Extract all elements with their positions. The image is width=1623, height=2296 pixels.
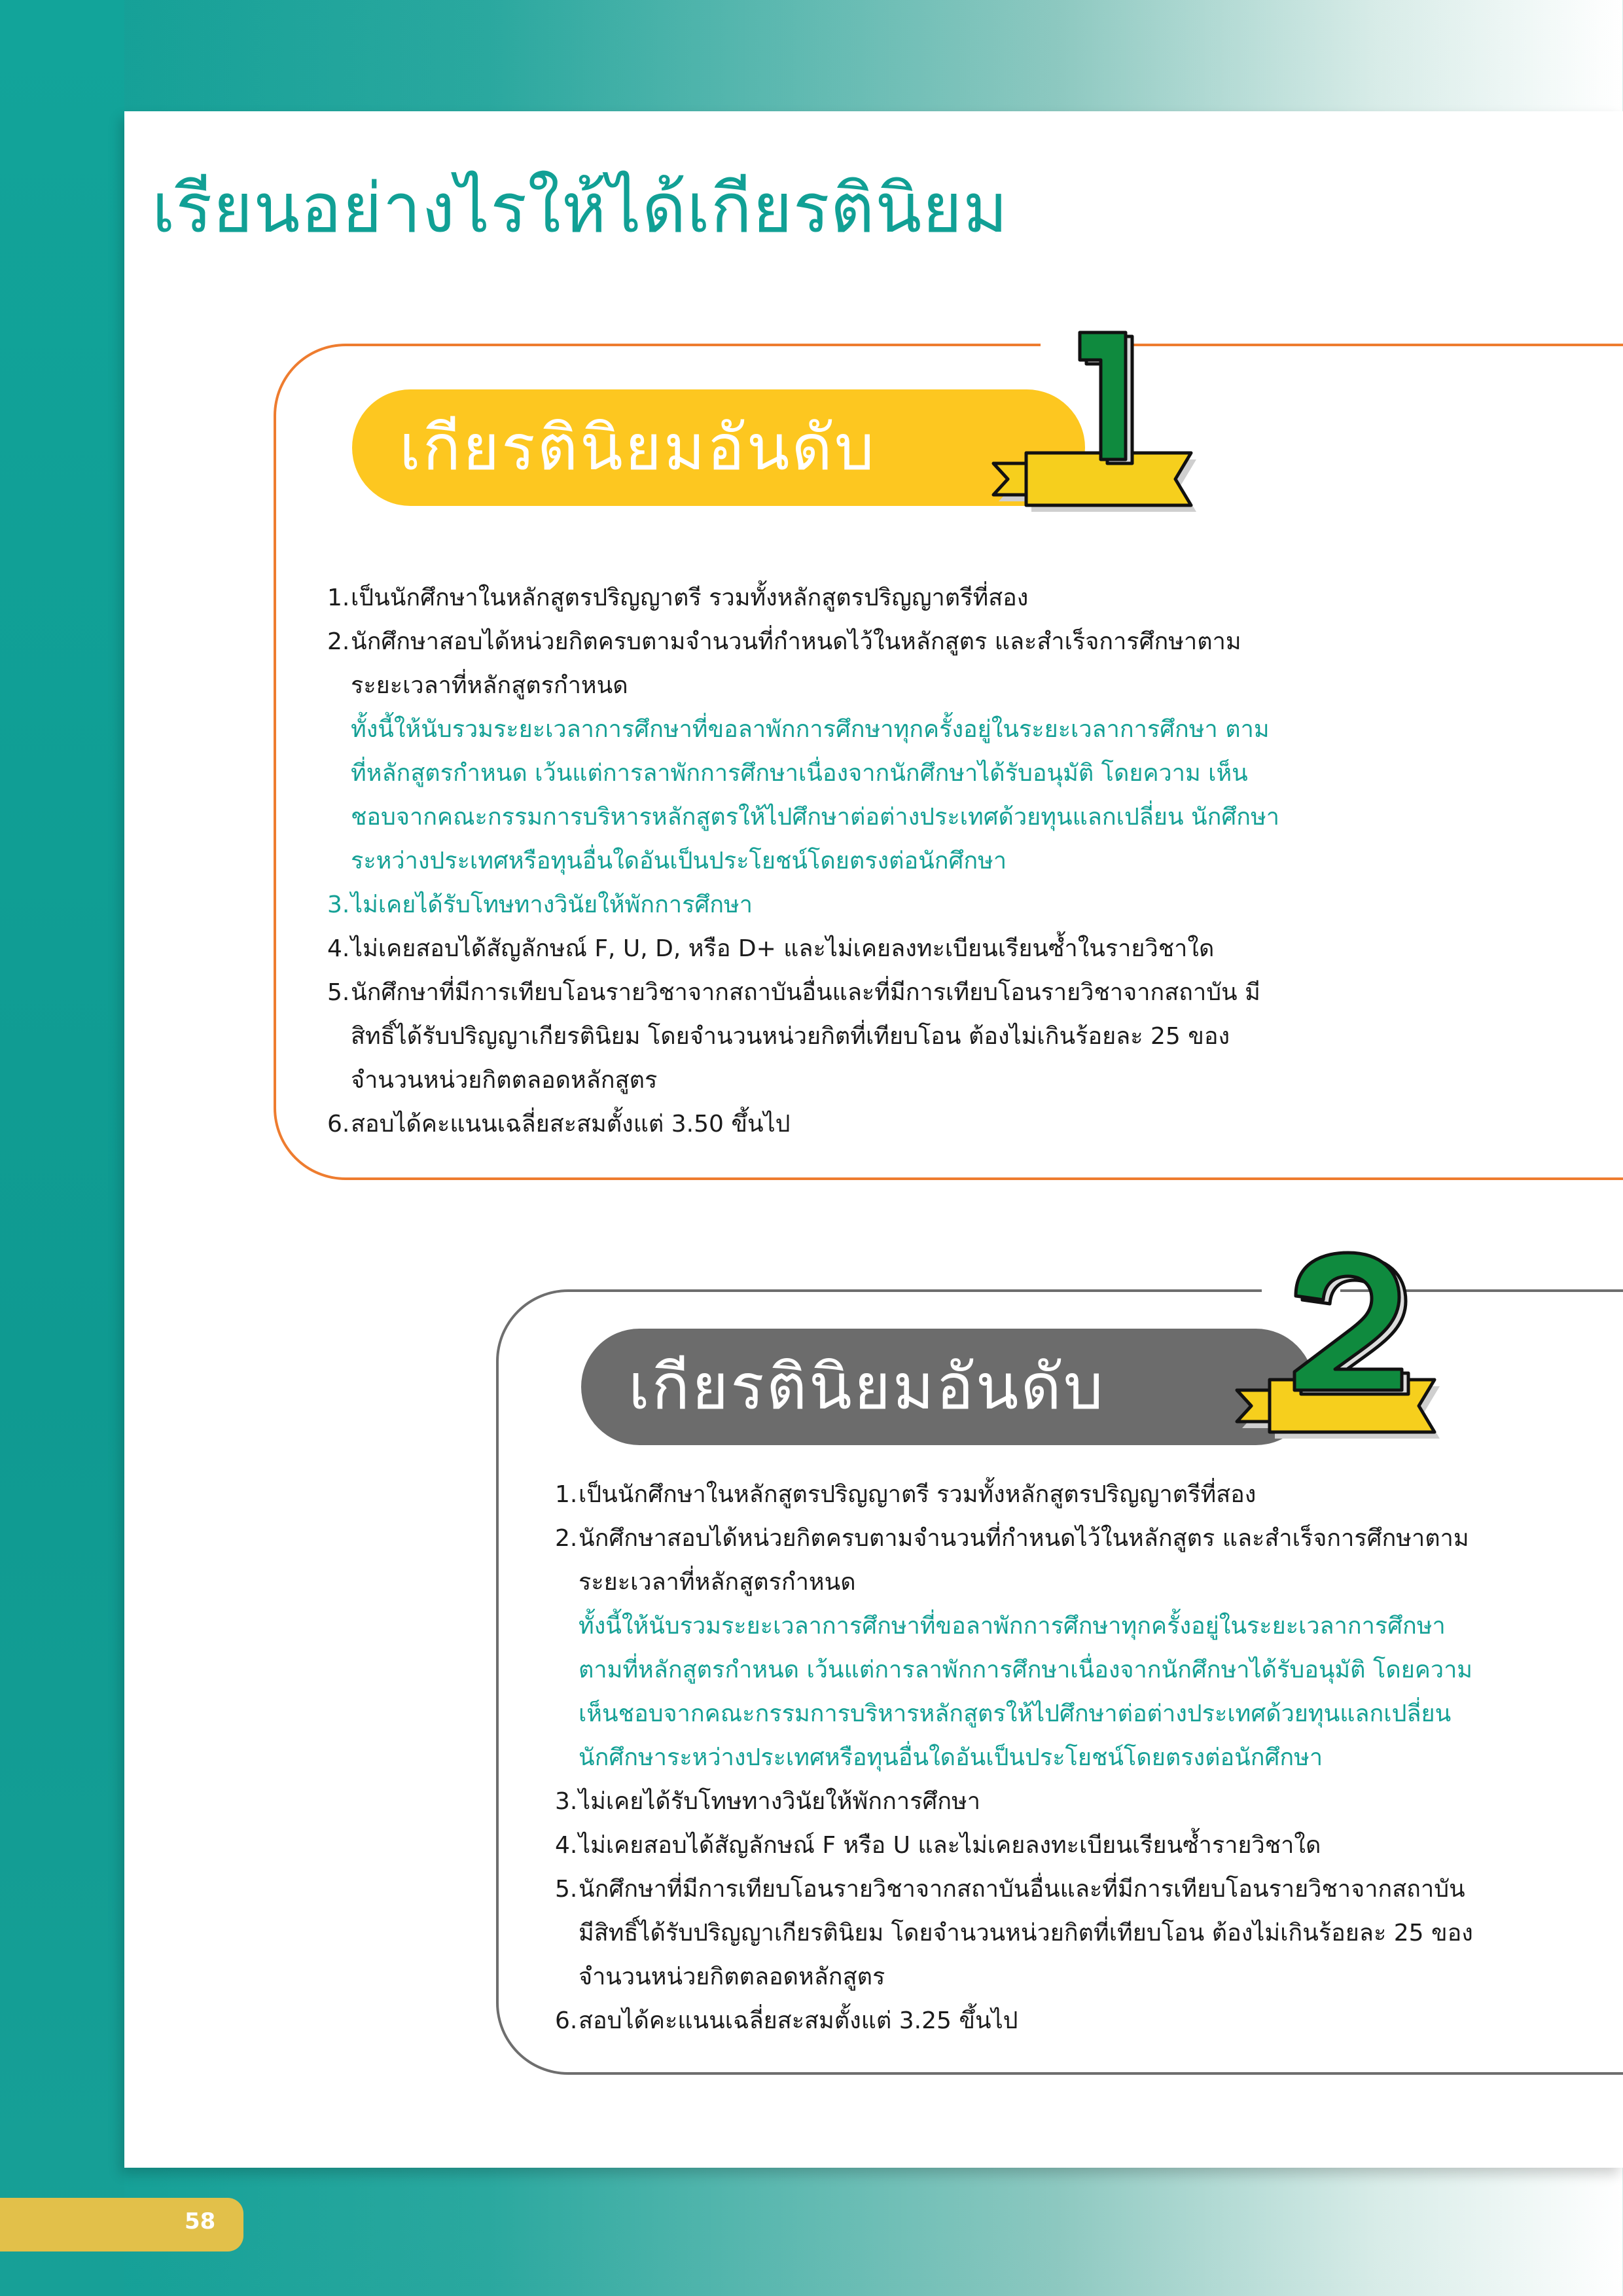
list-item: 2. นักศึกษาสอบได้หน่วยกิตครบตามจำนวนที่กำหนดไว้ในหลักสูตร และสำเร็จการศึกษาตาม ระยะเวลาที่หลักสูตรกำหนด ทั้งนี้ให้นับรวมระยะเวลาการศึกษาที่ขอลาพักการศึกษาทุกครั้งอยู่ในระยะเวลาการศึกษา ตามที่หลักสูตรกำหนด เว้นแต่การลาพักการศึกษาเนื่องจากนักศึกษาได้รับอนุมัติ โดยความ เห็นชอบจากคณะกรรมการบริหารหลักสูตรให้ไปศึกษาต่อต่างประเทศด้วยทุนแลกเปลี่ยน นักศึกษาระหว่างประเทศหรือทุนอื่นใดอันเป็นประโยชน์โดยตรงต่อนักศึกษา [555, 1516, 1484, 1780]
page-title: เรียนอย่างไรให้ได้เกียรตินิยม [152, 168, 1008, 248]
section1-criteria-list [327, 576, 1283, 1146]
section2-criteria-list [555, 1473, 1484, 2043]
list-item: 3. ไม่เคยได้รับโทษทางวินัยให้พักการศึกษา [555, 1788, 981, 1815]
list-item: 1. เป็นนักศึกษาในหลักสูตรปริญญาตรี รวมทั้งหลักสูตรปริญญาตรีที่สอง [327, 584, 1029, 611]
list-item: 5. นักศึกษาที่มีการเทียบโอนรายวิชาจากสถาบันอื่นและที่มีการเทียบโอนรายวิชาจากสถาบัน มีสิทธิ์ได้รับปริญญาเกียรตินิยม โดยจำนวนหน่วยกิตที่เทียบโอน ต้องไม่เกินร้อยละ 25 ของจำนวนหน่วยกิตตลอดหลักสูตร [327, 979, 1260, 1094]
list-item: 6. สอบได้คะแนนเฉลี่ยสะสมตั้งแต่ 3.50 ขึ้นไป [327, 1111, 791, 1138]
section1-heading-pill [352, 389, 1085, 506]
list-item: 6. สอบได้คะแนนเฉลี่ยสะสมตั้งแต่ 3.25 ขึ้นไป [555, 2007, 1018, 2034]
list-item: 1. เป็นนักศึกษาในหลักสูตรปริญญาตรี รวมทั้งหลักสูตรปริญญาตรีที่สอง [555, 1481, 1257, 1508]
list-item: 2. นักศึกษาสอบได้หน่วยกิตครบตามจำนวนที่กำหนดไว้ในหลักสูตร และสำเร็จการศึกษาตาม ระยะเวลาที่หลักสูตรกำหนด ทั้งนี้ให้นับรวมระยะเวลาการศึกษาที่ขอลาพักการศึกษาทุกครั้งอยู่ในระยะเวลาการศึกษา ตามที่หลักสูตรกำหนด เว้นแต่การลาพักการศึกษาเนื่องจากนักศึกษาได้รับอนุมัติ โดยความ เห็นชอบจากคณะกรรมการบริหารหลักสูตรให้ไปศึกษาต่อต่างประเทศด้วยทุนแลกเปลี่ยน นักศึกษาระหว่างประเทศหรือทุนอื่นใดอันเป็นประโยชน์โดยตรงต่อนักศึกษา [327, 620, 1283, 883]
rank-1-label: 1 [987, 314, 988, 315]
list-item: 4. ไม่เคยสอบได้สัญลักษณ์ F หรือ U และไม่เคยลงทะเบียนเรียนซ้ำรายวิชาใด [555, 1832, 1321, 1859]
list-item: 4. ไม่เคยสอบได้สัญลักษณ์ F, U, D, หรือ D+ และไม่เคยลงทะเบียนเรียนซ้ำในรายวิชาใด [327, 935, 1215, 962]
list-item: 3. ไม่เคยได้รับโทษทางวินัยให้พักการศึกษา [327, 891, 753, 918]
section2-heading-pill [581, 1329, 1314, 1445]
left-teal-strip [0, 0, 124, 2296]
rank-1-badge-icon [987, 314, 1209, 524]
list-item-note: ทั้งนี้ให้นับรวมระยะเวลาการศึกษาที่ขอลาพักการศึกษาทุกครั้งอยู่ในระยะเวลาการศึกษา ตามที่หลักสูตรกำหนด เว้นแต่การลาพักการศึกษาเนื่องจากนักศึกษาได้รับอนุมัติ โดยความ เห็นชอบจากคณะกรรมการบริหารหลักสูตรให้ไปศึกษาต่อต่างประเทศด้วยทุนแลกเปลี่ยน นักศึกษาระหว่างประเทศหรือทุนอื่นใดอันเป็นประโยชน์โดยตรงต่อนักศึกษา [351, 716, 1280, 874]
rank-2-badge-icon [1230, 1244, 1453, 1453]
page-number: 58 [185, 2208, 216, 2234]
list-item-note: ทั้งนี้ให้นับรวมระยะเวลาการศึกษาที่ขอลาพักการศึกษาทุกครั้งอยู่ในระยะเวลาการศึกษา ตามที่หลักสูตรกำหนด เว้นแต่การลาพักการศึกษาเนื่องจากนักศึกษาได้รับอนุมัติ โดยความ เห็นชอบจากคณะกรรมการบริหารหลักสูตรให้ไปศึกษาต่อต่างประเทศด้วยทุนแลกเปลี่ยน นักศึกษาระหว่างประเทศหรือทุนอื่นใดอันเป็นประโยชน์โดยตรงต่อนักศึกษา [579, 1613, 1473, 1771]
section1-heading: เกียรตินิยมอันดับ [399, 411, 876, 484]
section2-heading: เกียรตินิยมอันดับ [628, 1350, 1105, 1424]
list-item: 5. นักศึกษาที่มีการเทียบโอนรายวิชาจากสถาบันอื่นและที่มีการเทียบโอนรายวิชาจากสถาบัน มีสิทธิ์ได้รับปริญญาเกียรตินิยม โดยจำนวนหน่วยกิตที่เทียบโอน ต้องไม่เกินร้อยละ 25 ของ จำนวนหน่วยกิตตลอดหลักสูตร [555, 1876, 1473, 1990]
